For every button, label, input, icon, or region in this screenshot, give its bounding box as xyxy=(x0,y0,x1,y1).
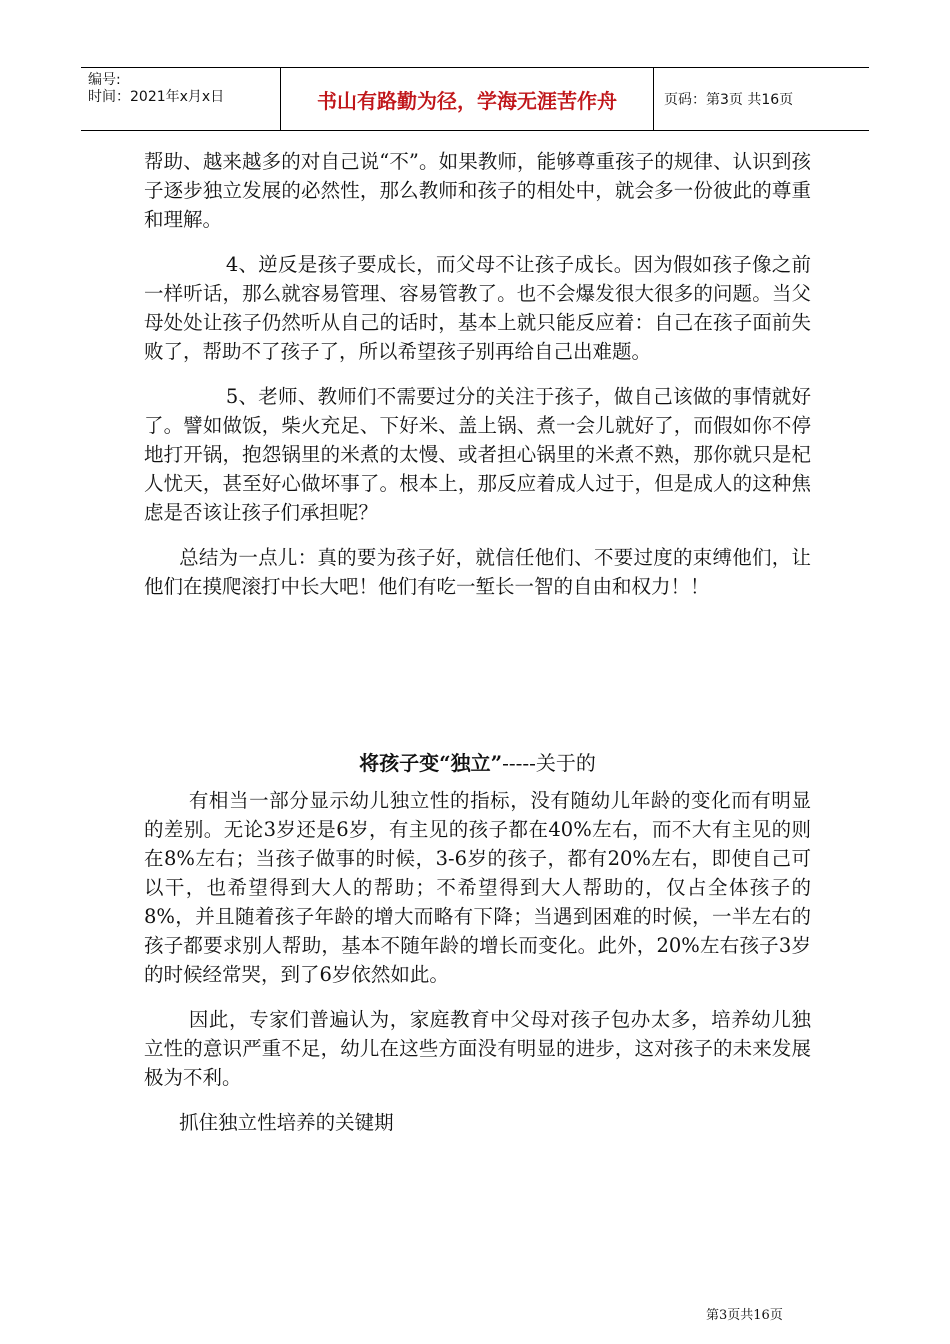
number-label: 编号: xyxy=(88,72,121,88)
header-meta xyxy=(81,68,281,130)
paragraph-7: 抓住独立性培养的关键期 xyxy=(179,1111,394,1134)
paragraph-3: 5、老师、教师们不需要过分的关注于孩子，做自己该做的事情就好了。譬如做饭，柴火充足、下好米、盖上锅、煮一会儿就好了，而假如你不停地打开锅，抱怨锅里的米煮的太慢、或者担心锅里的米煮不熟，那你就只是杞人忧天，甚至好心做坏事了。根本上，那反应着成人过于，但是成人的这种焦虑是否该让孩子们承担呢？ xyxy=(144,385,811,524)
paragraph-1: 帮助、越来越多的对自己说“不”。如果教师，能够尊重孩子的规律、认识到孩子逐步独立发展的必然性，那么教师和孩子的相处中，就会多一份彼此的尊重和理解。 xyxy=(144,150,811,231)
section-title xyxy=(144,747,811,776)
section-title-bold: 将孩子变“独立” xyxy=(359,751,503,775)
header-page-info: 页码：第3页 共16页 xyxy=(664,92,794,108)
paragraph-2: 4、逆反是孩子要成长，而父母不让孩子成长。因为假如孩子像之前一样听话，那么就容易管理、容易管教了。也不会爆发很大很多的问题。当父母处处让孩子仍然听从自己的话时，基本上就只能反应着：自己在孩子面前失败了，帮助不了孩子了，所以希望孩子别再给自己出难题。 xyxy=(144,253,811,363)
header-motto: 书山有路勤为径，学海无涯苦作舟 xyxy=(281,68,654,130)
date-label: 时间：2021年x月x日 xyxy=(88,89,225,105)
paragraph-5: 有相当一部分显示幼儿独立性的指标，没有随幼儿年龄的变化而有明显的差别。无论3岁还是6岁，有主见的孩子都在40%左右，而不大有主见的则在8%左右；当孩子做事的时候，3-6岁的孩子，都有20%左右，即使自己可以干，也希望得到大人的帮助；不希望得到大人帮助的，仅占全体孩子的 8%，并且随着孩子年龄的增大而略有下降；当遇到困难的时候，一半左右的孩子都要求别人帮助，基本不随年龄的增长而变化。此外，20%左右孩子3岁的时候经常哭，到了6岁依然如此。 xyxy=(144,789,811,986)
paragraph-4: 总结为一点儿：真的要为孩子好，就信任他们、不要过度的束缚他们，让他们在摸爬滚打中长大吧！他们有吃一堑长一智的自由和权力！！ xyxy=(144,546,811,598)
page-header xyxy=(81,67,869,131)
section-title-rest: -----关于的 xyxy=(502,751,596,775)
document-body xyxy=(144,147,811,1137)
page-footer: 第3页共16页 xyxy=(706,1308,783,1323)
paragraph-6: 因此，专家们普遍认为，家庭教育中父母对孩子包办太多，培养幼儿独立性的意识严重不足，幼儿在这些方面没有明显的进步，这对孩子的未来发展极为不利。 xyxy=(144,1008,811,1089)
